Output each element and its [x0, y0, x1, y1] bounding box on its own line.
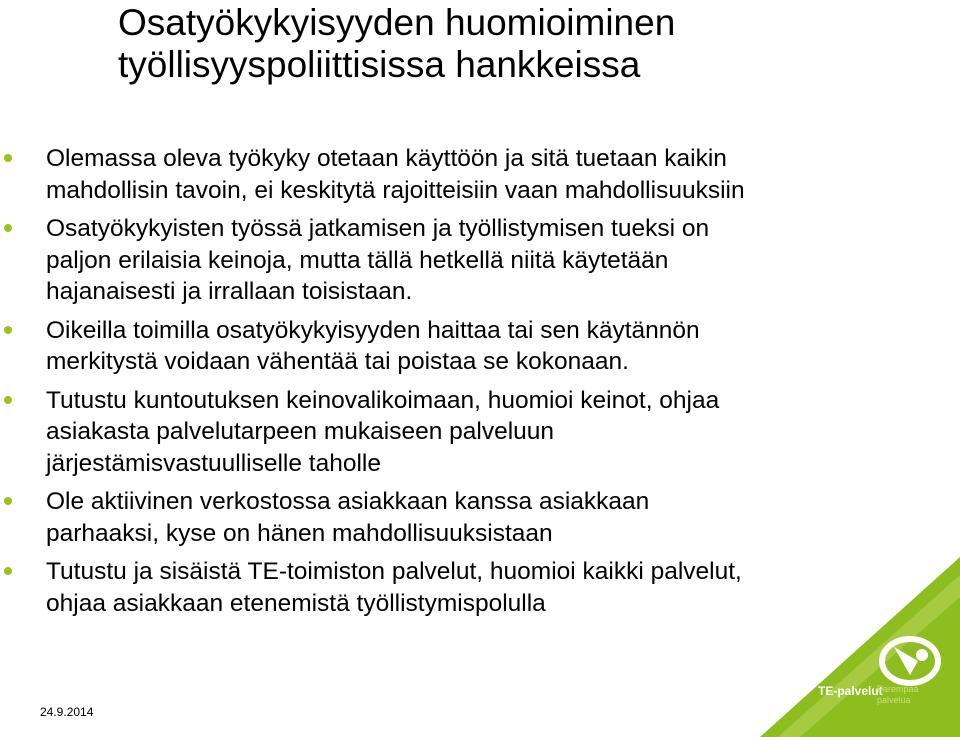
bullet-text: parhaaksi, kyse on hänen mahdollisuuksistaan: [46, 519, 553, 547]
bullet-list: [0, 143, 920, 626]
bullet-dot-icon: [4, 396, 12, 404]
title-line: työllisyyspoliittisissa hankkeissa: [118, 44, 641, 85]
brand-name: TE-palvelut: [818, 684, 883, 698]
bullet-item: [0, 143, 920, 206]
bullet-text: asiakasta palvelutarpeen mukaiseen palveluun: [46, 418, 555, 445]
slide-date: 24.9.2014: [40, 705, 94, 719]
bullet-item: [0, 385, 920, 480]
brand-corner-graphic: [760, 557, 960, 737]
bullet-item: [0, 213, 920, 308]
bullet-text: Oikeilla toimilla osatyökykyisyyden haittaa tai sen käytännön: [46, 316, 700, 344]
brand-subtitle-line: palvelua: [877, 695, 911, 705]
bullet-text: järjestämisvastuulliselle taholle: [46, 449, 381, 477]
bullet-text: paljon erilaisia keinoja, mutta tällä hetkellä niitä käytetään: [46, 246, 669, 274]
bullet-dot-icon: [4, 497, 12, 505]
brand-corner: [760, 557, 960, 737]
bullet-text: Tutustu kuntoutuksen keinovalikoimaan, huomioi keinot, ohjaa: [46, 386, 720, 414]
bullet-item: [0, 486, 920, 549]
bullet-text: mahdollisin tavoin, ei keskitytä rajoitteisiin vaan mahdollisuuksiin: [46, 176, 745, 204]
bullet-text: hajanaisesti ja irrallaan toisistaan.: [46, 278, 413, 305]
brand-subtitle-line: Parempaa: [877, 684, 919, 694]
bullet-dot-icon: [4, 224, 12, 232]
bullet-text: Ole aktiivinen verkostossa asiakkaan kanssa asiakkaan: [46, 488, 650, 515]
bullet-text: merkitystä voidaan vähentää tai poistaa se kokonaan.: [46, 348, 629, 375]
brand-subtitle: [877, 684, 937, 706]
bullet-dot-icon: [4, 326, 12, 334]
bullet-item: [0, 315, 920, 378]
bullet-text: Tutustu ja sisäistä TE-toimiston palvelut, huomioi kaikki palvelut,: [46, 558, 742, 585]
bullet-text: ohjaa asiakkaan etenemistä työllistymispolulla: [46, 589, 546, 617]
bullet-text: Osatyökykyisten työssä jatkamisen ja työllistymisen tueksi on: [46, 215, 710, 242]
slide-title: [118, 2, 938, 86]
title-line: Osatyökykyisyyden huomioiminen: [118, 2, 676, 43]
bullet-text: Olemassa oleva työkyky otetaan käyttöön ja sitä tuetaan kaikin: [46, 145, 727, 172]
bullet-dot-icon: [4, 154, 12, 162]
bullet-dot-icon: [4, 567, 12, 575]
